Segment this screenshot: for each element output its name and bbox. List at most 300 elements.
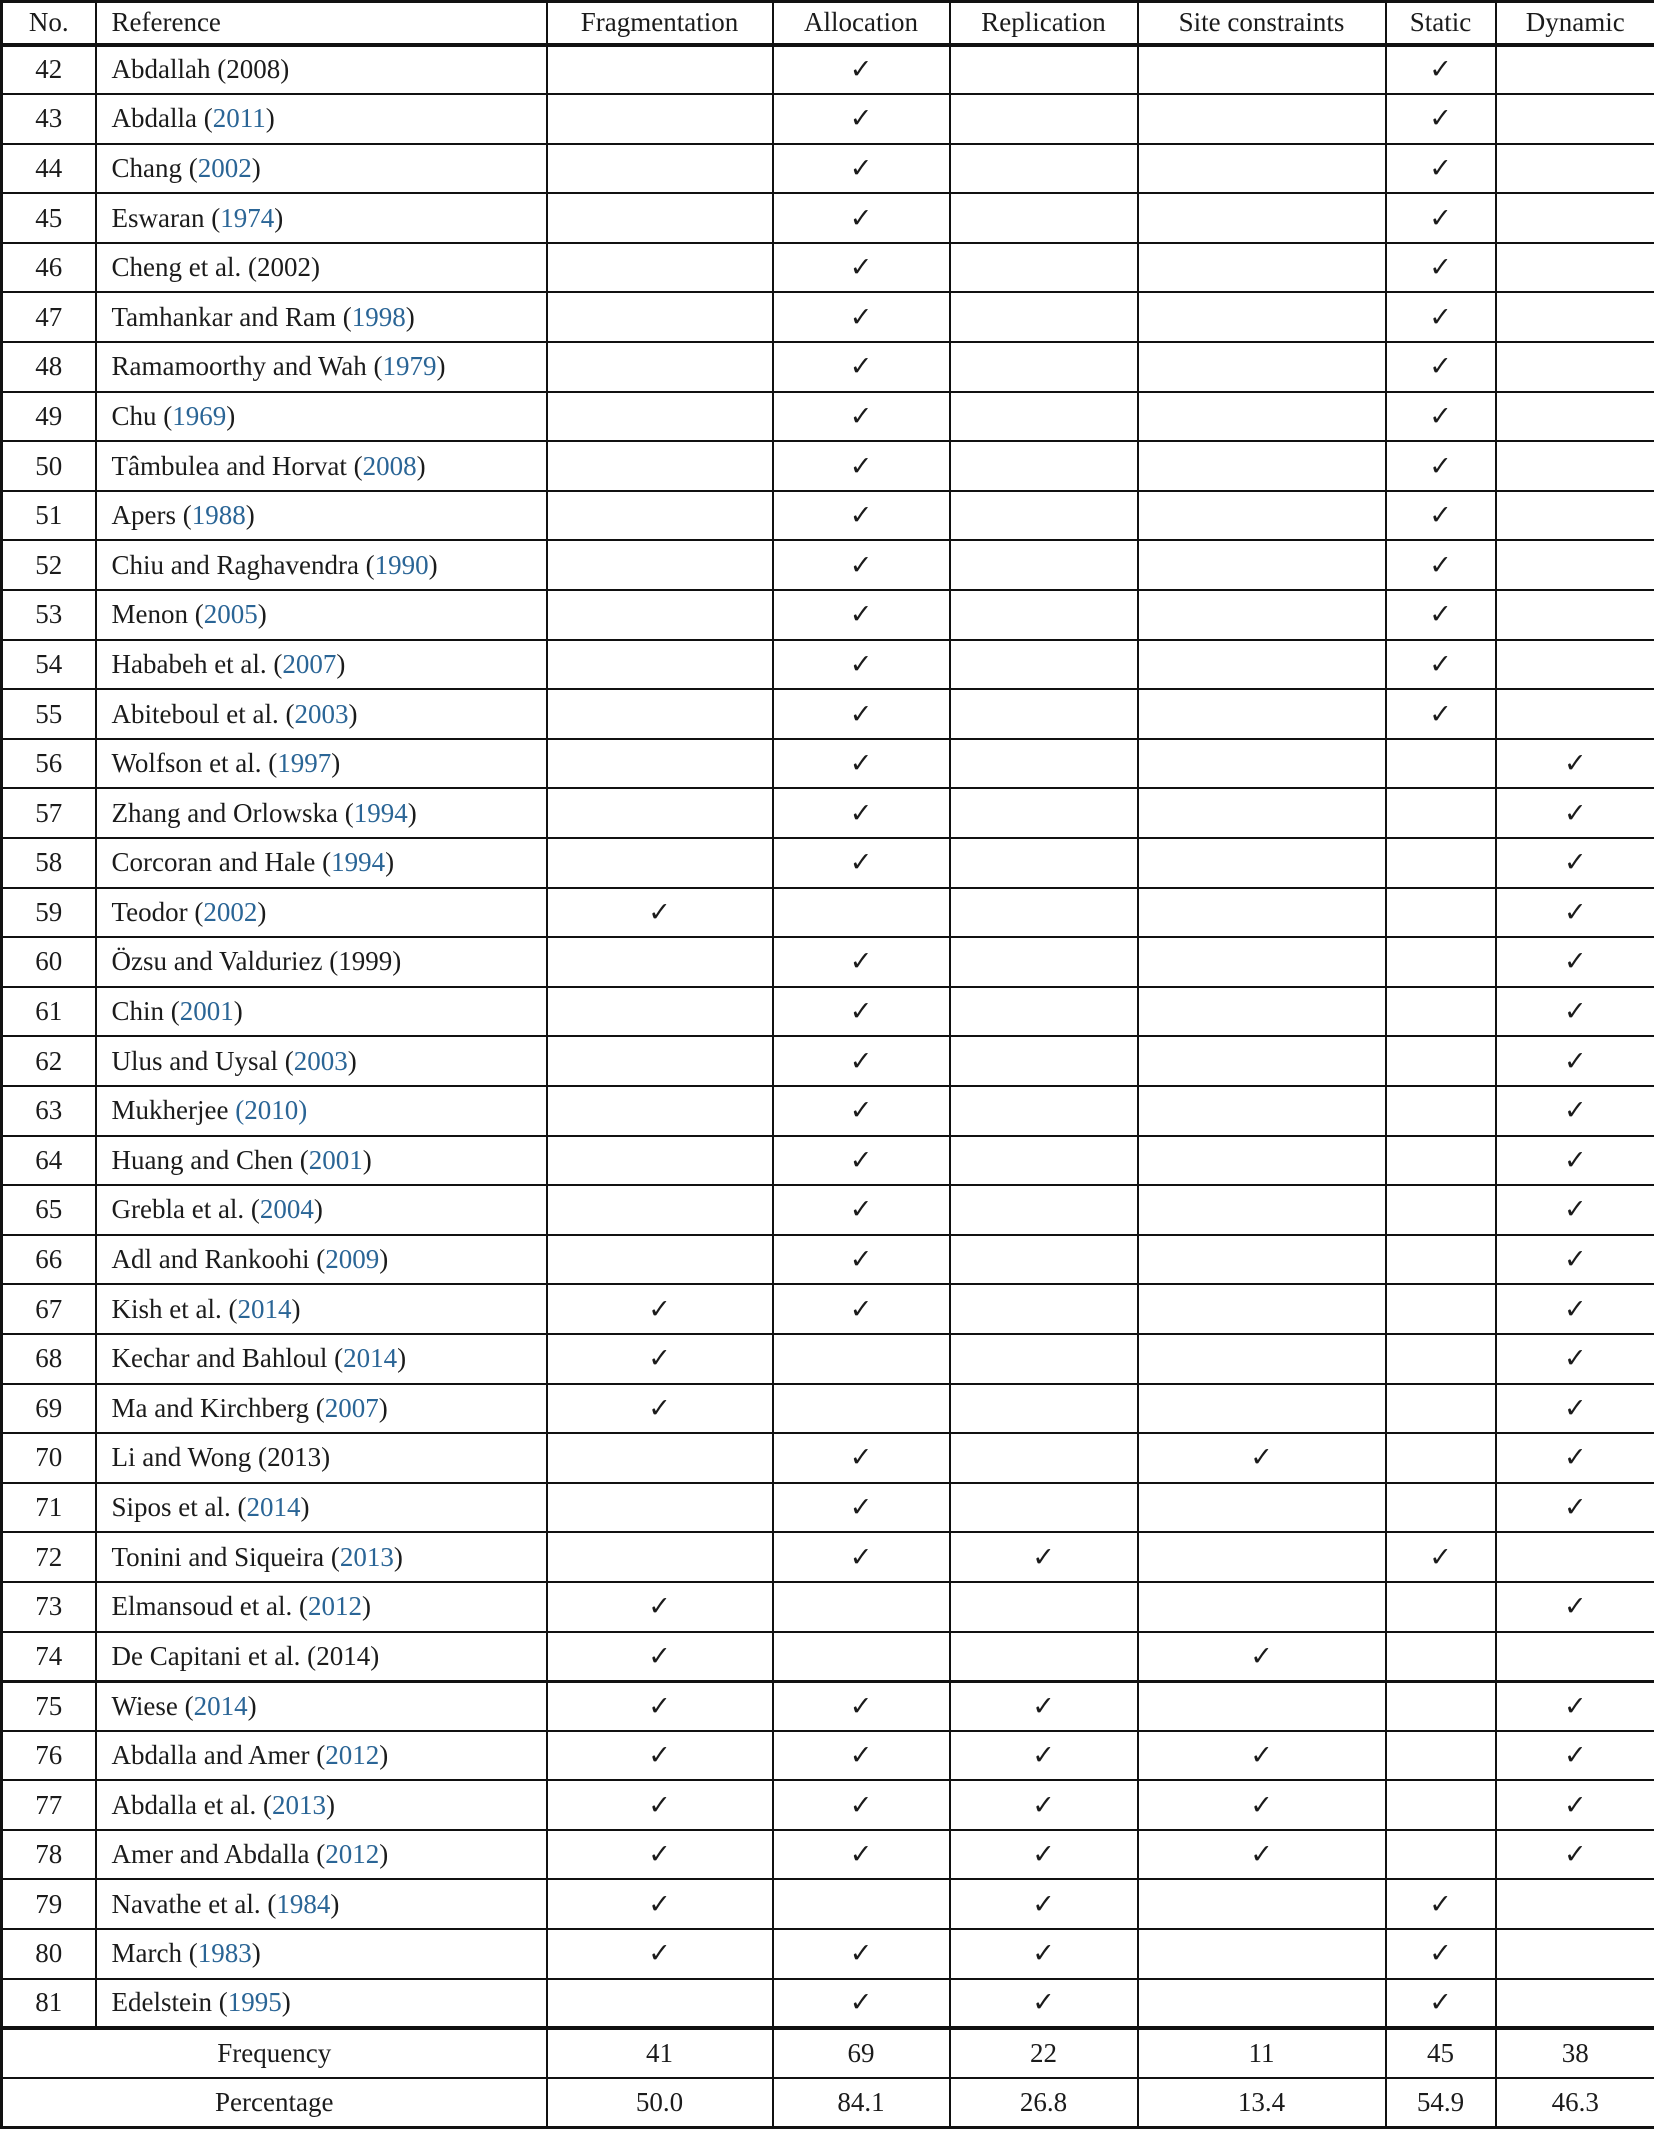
checkmark-static: ✓ <box>1386 1979 1496 2029</box>
row-number: 75 <box>2 1681 96 1731</box>
checkmark-fragmentation: ✓ <box>547 888 773 938</box>
row-number: 69 <box>2 1384 96 1434</box>
checkmark-allocation: ✓ <box>773 144 950 194</box>
empty-cell-static <box>1386 888 1496 938</box>
row-number: 52 <box>2 540 96 590</box>
header-site-constraints: Site constraints <box>1138 2 1386 45</box>
table-row <box>2 441 1654 491</box>
row-number: 46 <box>2 243 96 293</box>
reference-year-link[interactable]: 1979 <box>382 351 437 382</box>
checkmark-allocation: ✓ <box>773 1929 950 1979</box>
reference-cell: Tonini and Siqueira (2013) <box>96 1532 547 1582</box>
checkmark-static: ✓ <box>1386 590 1496 640</box>
empty-cell-site-constraints <box>1138 1036 1386 1086</box>
empty-cell-static <box>1386 1384 1496 1434</box>
empty-cell-site-constraints <box>1138 1235 1386 1285</box>
empty-cell-site-constraints <box>1138 937 1386 987</box>
empty-cell-static <box>1386 1235 1496 1285</box>
table-row <box>2 392 1654 442</box>
checkmark-allocation: ✓ <box>773 689 950 739</box>
reference-year-link[interactable]: 2007 <box>282 648 337 679</box>
checkmark-replication: ✓ <box>950 1731 1138 1781</box>
table-row <box>2 1185 1654 1235</box>
row-number: 76 <box>2 1731 96 1781</box>
table-row <box>2 788 1654 838</box>
empty-cell-replication <box>950 1483 1138 1533</box>
empty-cell-static <box>1386 1632 1496 1682</box>
checkmark-dynamic: ✓ <box>1496 1185 1654 1235</box>
empty-cell-fragmentation <box>547 640 773 690</box>
checkmark-allocation: ✓ <box>773 640 950 690</box>
reference-year-link[interactable]: 2008 <box>362 450 417 481</box>
reference-cell: Abdalla et al. (2013) <box>96 1780 547 1830</box>
empty-cell-dynamic <box>1496 243 1654 293</box>
empty-cell-replication <box>950 540 1138 590</box>
checkmark-replication: ✓ <box>950 1681 1138 1731</box>
empty-cell-static <box>1386 1433 1496 1483</box>
reference-year-link[interactable]: 2001 <box>308 1144 363 1175</box>
empty-cell-fragmentation <box>547 1532 773 1582</box>
checkmark-replication: ✓ <box>950 1979 1138 2029</box>
empty-cell-replication <box>950 590 1138 640</box>
empty-cell-fragmentation <box>547 1483 773 1533</box>
table-row <box>2 1036 1654 1086</box>
checkmark-allocation: ✓ <box>773 1284 950 1334</box>
empty-cell-fragmentation <box>547 987 773 1037</box>
empty-cell-fragmentation <box>547 689 773 739</box>
empty-cell-replication <box>950 193 1138 243</box>
reference-cell: Abdalla and Amer (2012) <box>96 1731 547 1781</box>
empty-cell-fragmentation <box>547 441 773 491</box>
empty-cell-static <box>1386 1284 1496 1334</box>
reference-cell: Elmansoud et al. (2012) <box>96 1582 547 1632</box>
reference-year-link[interactable]: 1995 <box>227 1987 282 2018</box>
row-number: 65 <box>2 1185 96 1235</box>
reference-year: 2002 <box>256 252 311 283</box>
table-row <box>2 689 1654 739</box>
checkmark-allocation: ✓ <box>773 392 950 442</box>
reference-cell: Eswaran (1974) <box>96 193 547 243</box>
reference-year-link[interactable]: 2002 <box>197 152 252 183</box>
empty-cell-static <box>1386 1780 1496 1830</box>
checkmark-dynamic: ✓ <box>1496 1830 1654 1880</box>
checkmark-allocation: ✓ <box>773 491 950 541</box>
header-static: Static <box>1386 2 1496 45</box>
empty-cell-site-constraints <box>1138 1384 1386 1434</box>
checkmark-dynamic: ✓ <box>1496 1235 1654 1285</box>
empty-cell-replication <box>950 987 1138 1037</box>
row-number: 73 <box>2 1582 96 1632</box>
empty-cell-site-constraints <box>1138 441 1386 491</box>
empty-cell-replication <box>950 1334 1138 1384</box>
checkmark-replication: ✓ <box>950 1780 1138 1830</box>
reference-year-link[interactable]: 1994 <box>331 847 386 878</box>
empty-cell-fragmentation <box>547 292 773 342</box>
empty-cell-fragmentation <box>547 1235 773 1285</box>
checkmark-static: ✓ <box>1386 491 1496 541</box>
empty-cell-site-constraints <box>1138 987 1386 1037</box>
checkmark-dynamic: ✓ <box>1496 739 1654 789</box>
checkmark-fragmentation: ✓ <box>547 1582 773 1632</box>
reference-cell: Li and Wong (2013) <box>96 1433 547 1483</box>
empty-cell-site-constraints <box>1138 590 1386 640</box>
reference-cell: Kechar and Bahloul (2014) <box>96 1334 547 1384</box>
reference-cell: Edelstein (1995) <box>96 1979 547 2029</box>
checkmark-dynamic: ✓ <box>1496 1036 1654 1086</box>
reference-year-link[interactable]: 2012 <box>307 1591 362 1622</box>
checkmark-dynamic: ✓ <box>1496 1433 1654 1483</box>
empty-cell-static <box>1386 987 1496 1037</box>
empty-cell-allocation <box>773 888 950 938</box>
empty-cell-fragmentation <box>547 144 773 194</box>
reference-cell: Cheng et al. (2002) <box>96 243 547 293</box>
empty-cell-replication <box>950 1433 1138 1483</box>
table-row <box>2 1433 1654 1483</box>
table-row <box>2 1632 1654 1682</box>
empty-cell-replication <box>950 788 1138 838</box>
empty-cell-site-constraints <box>1138 342 1386 392</box>
checkmark-dynamic: ✓ <box>1496 888 1654 938</box>
checkmark-allocation: ✓ <box>773 937 950 987</box>
reference-cell: Sipos et al. (2014) <box>96 1483 547 1533</box>
empty-cell-static <box>1386 1830 1496 1880</box>
checkmark-dynamic: ✓ <box>1496 1780 1654 1830</box>
checkmark-fragmentation: ✓ <box>547 1731 773 1781</box>
empty-cell-static <box>1386 838 1496 888</box>
row-number: 48 <box>2 342 96 392</box>
empty-cell-fragmentation <box>547 1036 773 1086</box>
checkmark-dynamic: ✓ <box>1496 1334 1654 1384</box>
reference-cell: Kish et al. (2014) <box>96 1284 547 1334</box>
row-number: 51 <box>2 491 96 541</box>
empty-cell-dynamic <box>1496 590 1654 640</box>
frequency-value-dynamic: 38 <box>1496 2028 1654 2078</box>
empty-cell-site-constraints <box>1138 1879 1386 1929</box>
checkmark-static: ✓ <box>1386 1929 1496 1979</box>
reference-year-link[interactable]: 1983 <box>197 1938 252 1969</box>
reference-year-link[interactable]: 1974 <box>220 202 275 233</box>
reference-cell: Amer and Abdalla (2012) <box>96 1830 547 1880</box>
empty-cell-dynamic <box>1496 392 1654 442</box>
empty-cell-site-constraints <box>1138 640 1386 690</box>
reference-cell: Teodor (2002) <box>96 888 547 938</box>
checkmark-allocation: ✓ <box>773 1979 950 2029</box>
reference-year-link[interactable]: 2013 <box>339 1541 394 1572</box>
reference-year-link[interactable]: 1984 <box>276 1888 331 1919</box>
empty-cell-allocation <box>773 1632 950 1682</box>
checkmark-fragmentation: ✓ <box>547 1780 773 1830</box>
percentage-value-static: 54.9 <box>1386 2078 1496 2128</box>
empty-cell-replication <box>950 1582 1138 1632</box>
empty-cell-dynamic <box>1496 1979 1654 2029</box>
table-row <box>2 1384 1654 1434</box>
empty-cell-replication <box>950 1284 1138 1334</box>
empty-cell-site-constraints <box>1138 1979 1386 2029</box>
percentage-row <box>2 2078 1654 2128</box>
reference-year-link[interactable]: 2014 <box>237 1293 292 1324</box>
empty-cell-dynamic <box>1496 45 1654 95</box>
empty-cell-site-constraints <box>1138 243 1386 293</box>
row-number: 71 <box>2 1483 96 1533</box>
empty-cell-fragmentation <box>547 342 773 392</box>
empty-cell-replication <box>950 243 1138 293</box>
checkmark-fragmentation: ✓ <box>547 1681 773 1731</box>
frequency-value-allocation: 69 <box>773 2028 950 2078</box>
frequency-value-replication: 22 <box>950 2028 1138 2078</box>
reference-year-link[interactable]: 2003 <box>293 1045 348 1076</box>
checkmark-fragmentation: ✓ <box>547 1632 773 1682</box>
reference-year: 1999 <box>338 946 393 977</box>
empty-cell-site-constraints <box>1138 1532 1386 1582</box>
header-fragmentation: Fragmentation <box>547 2 773 45</box>
row-number: 64 <box>2 1136 96 1186</box>
checkmark-allocation: ✓ <box>773 590 950 640</box>
empty-cell-fragmentation <box>547 540 773 590</box>
row-number: 61 <box>2 987 96 1037</box>
row-number: 53 <box>2 590 96 640</box>
reference-cell: Hababeh et al. (2007) <box>96 640 547 690</box>
checkmark-allocation: ✓ <box>773 987 950 1037</box>
empty-cell-replication <box>950 739 1138 789</box>
empty-cell-fragmentation <box>547 838 773 888</box>
empty-cell-dynamic <box>1496 94 1654 144</box>
checkmark-fragmentation: ✓ <box>547 1334 773 1384</box>
reference-year-link[interactable]: 2011 <box>212 103 266 134</box>
row-number: 77 <box>2 1780 96 1830</box>
empty-cell-replication <box>950 392 1138 442</box>
empty-cell-fragmentation <box>547 1086 773 1136</box>
empty-cell-static <box>1386 1036 1496 1086</box>
empty-cell-replication <box>950 888 1138 938</box>
empty-cell-site-constraints <box>1138 1334 1386 1384</box>
row-number: 74 <box>2 1632 96 1682</box>
table-row <box>2 491 1654 541</box>
checkmark-static: ✓ <box>1386 1879 1496 1929</box>
reference-cell: Ulus and Uysal (2003) <box>96 1036 547 1086</box>
checkmark-allocation: ✓ <box>773 1780 950 1830</box>
reference-year-link[interactable]: 1998 <box>351 301 406 332</box>
checkmark-static: ✓ <box>1386 689 1496 739</box>
table-row <box>2 342 1654 392</box>
frequency-value-static: 45 <box>1386 2028 1496 2078</box>
checkmark-dynamic: ✓ <box>1496 1731 1654 1781</box>
reference-year-link[interactable]: 2004 <box>259 1194 314 1225</box>
empty-cell-replication <box>950 94 1138 144</box>
checkmark-allocation: ✓ <box>773 292 950 342</box>
reference-year-link[interactable]: 1969 <box>172 400 227 431</box>
checkmark-static: ✓ <box>1386 392 1496 442</box>
reference-cell: Ma and Kirchberg (2007) <box>96 1384 547 1434</box>
reference-year-link[interactable]: 2014 <box>193 1690 248 1721</box>
reference-year: 2008 <box>226 54 281 85</box>
checkmark-static: ✓ <box>1386 342 1496 392</box>
reference-cell: Apers (1988) <box>96 491 547 541</box>
empty-cell-dynamic <box>1496 1532 1654 1582</box>
empty-cell-replication <box>950 491 1138 541</box>
checkmark-dynamic: ✓ <box>1496 987 1654 1037</box>
table-row <box>2 1334 1654 1384</box>
reference-year-link[interactable]: 2005 <box>203 599 258 630</box>
reference-cell: Tamhankar and Ram (1998) <box>96 292 547 342</box>
table-row <box>2 1879 1654 1929</box>
empty-cell-allocation <box>773 1334 950 1384</box>
reference-cell: Abdalla (2011) <box>96 94 547 144</box>
checkmark-static: ✓ <box>1386 144 1496 194</box>
checkmark-allocation: ✓ <box>773 342 950 392</box>
empty-cell-fragmentation <box>547 1979 773 2029</box>
empty-cell-replication <box>950 1086 1138 1136</box>
empty-cell-fragmentation <box>547 590 773 640</box>
empty-cell-replication <box>950 1036 1138 1086</box>
empty-cell-site-constraints <box>1138 144 1386 194</box>
row-number: 66 <box>2 1235 96 1285</box>
empty-cell-replication <box>950 1632 1138 1682</box>
reference-cell: Wiese (2014) <box>96 1681 547 1731</box>
percentage-value-dynamic: 46.3 <box>1496 2078 1654 2128</box>
row-number: 56 <box>2 739 96 789</box>
table-row <box>2 1582 1654 1632</box>
reference-year-link[interactable]: 2003 <box>294 698 349 729</box>
reference-year-link[interactable]: 2012 <box>325 1739 380 1770</box>
table-row <box>2 292 1654 342</box>
table-row <box>2 94 1654 144</box>
checkmark-allocation: ✓ <box>773 540 950 590</box>
table-row <box>2 1731 1654 1781</box>
empty-cell-replication <box>950 689 1138 739</box>
table-row <box>2 888 1654 938</box>
reference-cell: Chin (2001) <box>96 987 547 1037</box>
checkmark-allocation: ✓ <box>773 45 950 95</box>
row-number: 54 <box>2 640 96 690</box>
row-number: 58 <box>2 838 96 888</box>
frequency-label: Frequency <box>2 2028 547 2078</box>
empty-cell-site-constraints <box>1138 1185 1386 1235</box>
reference-year-link[interactable]: 2014 <box>246 1492 301 1523</box>
checkmark-fragmentation: ✓ <box>547 1929 773 1979</box>
empty-cell-fragmentation <box>547 1433 773 1483</box>
checkmark-site-constraints: ✓ <box>1138 1632 1386 1682</box>
empty-cell-static <box>1386 1582 1496 1632</box>
empty-cell-site-constraints <box>1138 1086 1386 1136</box>
checkmark-allocation: ✓ <box>773 243 950 293</box>
header-row <box>2 2 1654 45</box>
checkmark-dynamic: ✓ <box>1496 1384 1654 1434</box>
row-number: 79 <box>2 1879 96 1929</box>
reference-year-link[interactable]: 2007 <box>324 1392 379 1423</box>
empty-cell-site-constraints <box>1138 193 1386 243</box>
reference-year-link[interactable]: 2001 <box>179 996 234 1027</box>
reference-year-link[interactable]: 1994 <box>353 797 408 828</box>
table-header <box>2 2 1654 45</box>
table-body <box>2 45 1654 2029</box>
empty-cell-replication <box>950 144 1138 194</box>
reference-year: 2013 <box>267 1442 322 1473</box>
empty-cell-dynamic <box>1496 1929 1654 1979</box>
checkmark-dynamic: ✓ <box>1496 1681 1654 1731</box>
empty-cell-site-constraints <box>1138 491 1386 541</box>
row-number: 70 <box>2 1433 96 1483</box>
checkmark-dynamic: ✓ <box>1496 1284 1654 1334</box>
frequency-value-site-constraints: 11 <box>1138 2028 1386 2078</box>
checkmark-allocation: ✓ <box>773 1731 950 1781</box>
empty-cell-replication <box>950 342 1138 392</box>
reference-year-link[interactable]: 1997 <box>277 748 332 779</box>
empty-cell-static <box>1386 1681 1496 1731</box>
reference-year-link[interactable]: 2013 <box>271 1789 326 1820</box>
empty-cell-dynamic <box>1496 540 1654 590</box>
checkmark-static: ✓ <box>1386 441 1496 491</box>
row-number: 47 <box>2 292 96 342</box>
empty-cell-site-constraints <box>1138 292 1386 342</box>
checkmark-static: ✓ <box>1386 640 1496 690</box>
reference-cell: Navathe et al. (1984) <box>96 1879 547 1929</box>
table-row <box>2 45 1654 95</box>
checkmark-static: ✓ <box>1386 94 1496 144</box>
reference-cell: Abiteboul et al. (2003) <box>96 689 547 739</box>
empty-cell-fragmentation <box>547 491 773 541</box>
reference-cell: Adl and Rankoohi (2009) <box>96 1235 547 1285</box>
table-row <box>2 1929 1654 1979</box>
empty-cell-static <box>1386 1086 1496 1136</box>
header-no: No. <box>2 2 96 45</box>
table-row <box>2 1830 1654 1880</box>
reference-year-link[interactable]: 1990 <box>374 549 429 580</box>
empty-cell-replication <box>950 45 1138 95</box>
checkmark-static: ✓ <box>1386 292 1496 342</box>
reference-cell: March (1983) <box>96 1929 547 1979</box>
table-row <box>2 838 1654 888</box>
empty-cell-static <box>1386 1334 1496 1384</box>
empty-cell-dynamic <box>1496 292 1654 342</box>
reference-year-link[interactable]: 2009 <box>325 1244 380 1275</box>
table-row <box>2 1483 1654 1533</box>
reference-year-link[interactable]: 2002 <box>203 896 258 927</box>
row-number: 59 <box>2 888 96 938</box>
empty-cell-replication <box>950 1185 1138 1235</box>
reference-cell: Mukherjee (2010) <box>96 1086 547 1136</box>
empty-cell-static <box>1386 1483 1496 1533</box>
row-number: 62 <box>2 1036 96 1086</box>
checkmark-fragmentation: ✓ <box>547 1284 773 1334</box>
checkmark-allocation: ✓ <box>773 1483 950 1533</box>
empty-cell-replication <box>950 640 1138 690</box>
row-number: 45 <box>2 193 96 243</box>
reference-year-link[interactable]: 1988 <box>191 500 246 531</box>
table-footer <box>2 2028 1654 2127</box>
empty-cell-dynamic <box>1496 193 1654 243</box>
reference-year-link[interactable]: 2014 <box>343 1343 398 1374</box>
reference-cell: Menon (2005) <box>96 590 547 640</box>
checkmark-static: ✓ <box>1386 1532 1496 1582</box>
empty-cell-site-constraints <box>1138 739 1386 789</box>
checkmark-dynamic: ✓ <box>1496 838 1654 888</box>
frequency-value-fragmentation: 41 <box>547 2028 773 2078</box>
checkmark-dynamic: ✓ <box>1496 1582 1654 1632</box>
reference-year-link[interactable]: 2012 <box>325 1839 380 1870</box>
empty-cell-fragmentation <box>547 739 773 789</box>
row-number: 80 <box>2 1929 96 1979</box>
empty-cell-replication <box>950 1136 1138 1186</box>
row-number: 57 <box>2 788 96 838</box>
reference-cell: Tâmbulea and Horvat (2008) <box>96 441 547 491</box>
reference-year-link[interactable]: (2010) <box>235 1095 308 1126</box>
table-row <box>2 1780 1654 1830</box>
empty-cell-dynamic <box>1496 342 1654 392</box>
empty-cell-dynamic <box>1496 441 1654 491</box>
empty-cell-dynamic <box>1496 144 1654 194</box>
empty-cell-fragmentation <box>547 193 773 243</box>
reference-cell: Wolfson et al. (1997) <box>96 739 547 789</box>
